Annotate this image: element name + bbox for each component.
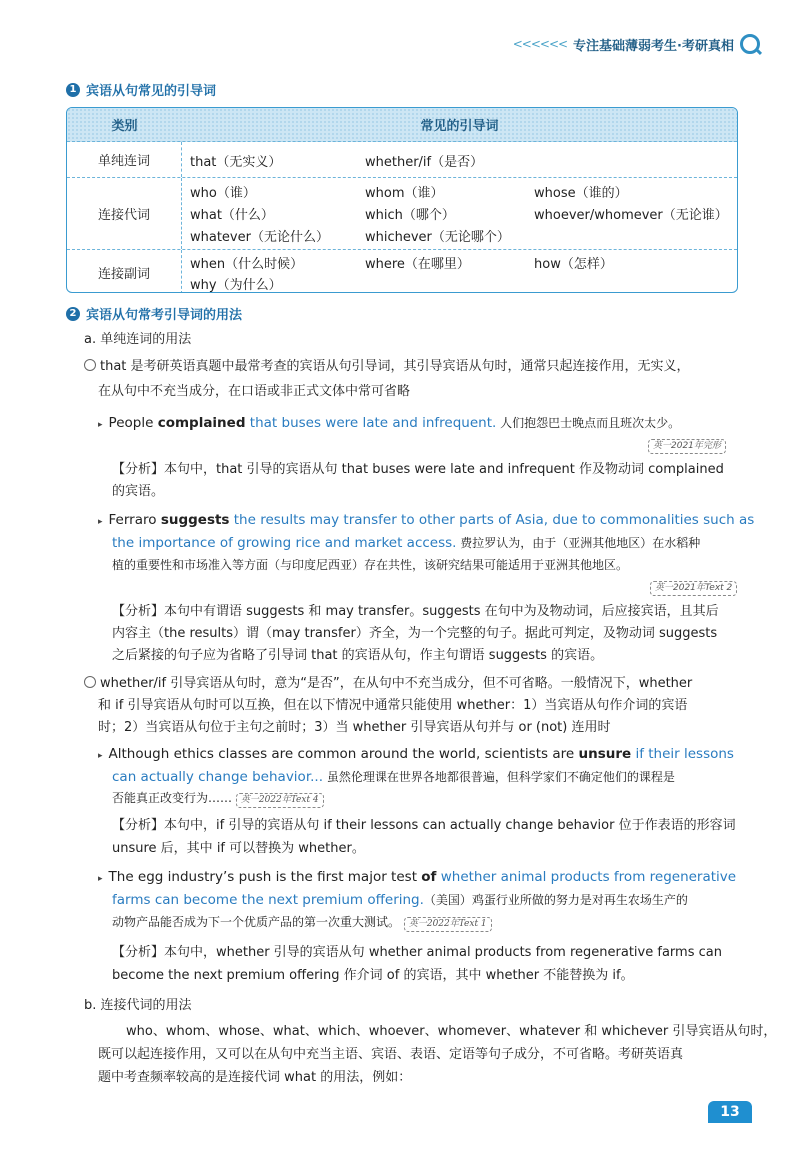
example-2-translation: 植的重要性和市场准入等方面（与印度尼西亚）存在共性，该研究结果可能适用于亚洲其他地区。 xyxy=(112,558,629,572)
table-cell: when（什么时候） xyxy=(190,257,304,272)
part-b-line: 题中考查频率较高的是连接代词 what 的用法，例如： xyxy=(98,1070,412,1085)
section-2-label: 宾语从句常考引导词的用法 xyxy=(86,308,243,323)
table-cell: who（谁） xyxy=(190,186,256,201)
part-b-line: who、whom、whose、what、which、whoever、whomever、whatever 和 whichever 引导宾语从句时， xyxy=(126,1024,777,1039)
table-row xyxy=(67,142,737,178)
page-header xyxy=(513,34,760,54)
table-cell: whatever（无论什么） xyxy=(190,230,329,245)
table-header-words: 常见的引导词 xyxy=(420,119,499,134)
table-cell: whose（谁的） xyxy=(534,186,628,201)
guide-words-table xyxy=(66,107,738,293)
page-number: 13 xyxy=(708,1101,752,1123)
table-cell: that（无实义） xyxy=(190,155,282,170)
analysis-2-line: 内容主（the results）谓（may transfer）齐全，为一个完整的句子。据此可判定，及物动词 suggests xyxy=(112,626,718,641)
analysis-2-line: 之后紧接的句子应为省略了引导词 that 的宾语从句，作主句谓语 suggests 的宾语。 xyxy=(112,648,604,663)
section-1-label: 宾语从句常见的引导词 xyxy=(86,84,217,99)
example-4: ▸ The egg industry’s push is the first major test of whether animal products from regenerative xyxy=(98,869,737,885)
table-row xyxy=(67,178,737,250)
analysis-1-line: 【分析】本句中，that 引导的宾语从句 that buses were late and infrequent 作及物动词 complained xyxy=(112,462,724,477)
header-title: 专注基础薄弱考生·考研真相 xyxy=(573,38,734,54)
source-tag: 英一2021年完形 xyxy=(648,436,726,454)
analysis-3-line: unsure 后，其中 if 可以替换为 whether。 xyxy=(112,841,365,856)
source-tag: 英一2021年Text 2 xyxy=(650,578,737,596)
part-b-heading: b. 连接代词的用法 xyxy=(84,998,192,1013)
arrows-decoration: <<<<<< xyxy=(512,37,568,51)
table-cell: how（怎样） xyxy=(534,257,613,272)
table-header-category: 类别 xyxy=(111,119,138,134)
analysis-3-line: 【分析】本句中，if 引导的宾语从句 if their lessons can actually change behavior 位于作表语的形容词 xyxy=(112,818,736,833)
search-logo-icon xyxy=(740,34,760,54)
table-row xyxy=(67,250,737,293)
example-4-translation: 动物产品能否成为下一个优质产品的第一次重大测试。 英一2022年Text 1 xyxy=(112,914,492,932)
point-2-line: 时；2）当宾语从句位于主句之前时；3）当 whether 引导宾语从句并与 or (not) 连用时 xyxy=(98,720,611,735)
table-cell: whoever/whomever（无论谁） xyxy=(534,208,728,223)
example-2-cont: the importance of growing rice and market access. 费拉罗认为，由于（亚洲其他地区）在水稻种 xyxy=(112,535,701,551)
example-3: ▸ Although ethics classes are common around the world, scientists are unsure if their lessons xyxy=(98,746,734,762)
example-1: ▸ People complained that buses were late and infrequent. 人们抱怨巴士晚点而且班次太少。 xyxy=(98,415,681,431)
table-cell: whether/if（是否） xyxy=(365,155,484,170)
table-cell: why（为什么） xyxy=(190,278,282,293)
section-1-title xyxy=(66,80,216,99)
section-2-number: 2 xyxy=(66,307,80,321)
analysis-1-line: 的宾语。 xyxy=(112,484,165,499)
triangle-bullet-icon: ▸ xyxy=(98,420,103,430)
table-cell: where（在哪里） xyxy=(365,257,470,272)
example-4-cont: farms can become the next premium offering.（美国）鸡蛋行业所做的努力是对再生农场生产的 xyxy=(112,892,688,908)
row-label: 单纯连词 xyxy=(67,142,182,177)
analysis-4-line: 【分析】本句中，whether 引导的宾语从句 whether animal products from regenerative farms can xyxy=(112,945,722,960)
part-a-heading: a. 单纯连词的用法 xyxy=(84,332,192,347)
point-1-line: that 是考研英语真题中最常考查的宾语从句引导词，其引导宾语从句时，通常只起连接作用，无实义， xyxy=(84,358,690,376)
table-header xyxy=(67,108,737,142)
bullet-circle-icon xyxy=(84,359,96,371)
table-cell: whom（谁） xyxy=(365,186,444,201)
table-cell: what（什么） xyxy=(190,208,274,223)
example-3-cont: can actually change behavior... 虽然伦理课在世界各地都很普遍，但科学家们不确定他们的课程是 xyxy=(112,769,675,785)
point-1-line: 在从句中不充当成分，在口语或非正式文体中常可省略 xyxy=(98,384,411,399)
triangle-bullet-icon: ▸ xyxy=(98,517,103,527)
point-2-line: whether/if 引导宾语从句时，意为“是否”，在从句中不充当成分，但不可省略。一般情况下，whether xyxy=(84,675,692,693)
bullet-circle-icon xyxy=(84,676,96,688)
section-2-title xyxy=(66,304,242,323)
row-label: 连接代词 xyxy=(67,178,182,249)
table-cell: which（哪个） xyxy=(365,208,455,223)
table-cell: whichever（无论哪个） xyxy=(365,230,510,245)
point-2-line: 和 if 引导宾语从句时可以互换，但在以下情况中通常只能使用 whether：1）当宾语从句作介词的宾语 xyxy=(98,698,688,713)
row-label: 连接副词 xyxy=(67,250,182,293)
analysis-2-line: 【分析】本句中有谓语 suggests 和 may transfer。suggests 在句中为及物动词，后应接宾语，且其后 xyxy=(112,604,719,619)
example-2: ▸ Ferraro suggests the results may transfer to other parts of Asia, due to commonalities such as xyxy=(98,512,755,528)
example-3-translation: 否能真正改变行为…… 英一2022年Text 4 xyxy=(112,790,324,808)
analysis-4-line: become the next premium offering 作介词 of 的宾语，其中 whether 不能替换为 if。 xyxy=(112,968,634,983)
triangle-bullet-icon: ▸ xyxy=(98,751,103,761)
part-b-line: 既可以起连接作用，又可以在从句中充当主语、宾语、表语、定语等句子成分，不可省略。考研英语真 xyxy=(98,1047,684,1062)
section-1-number: 1 xyxy=(66,83,80,97)
triangle-bullet-icon: ▸ xyxy=(98,874,103,884)
